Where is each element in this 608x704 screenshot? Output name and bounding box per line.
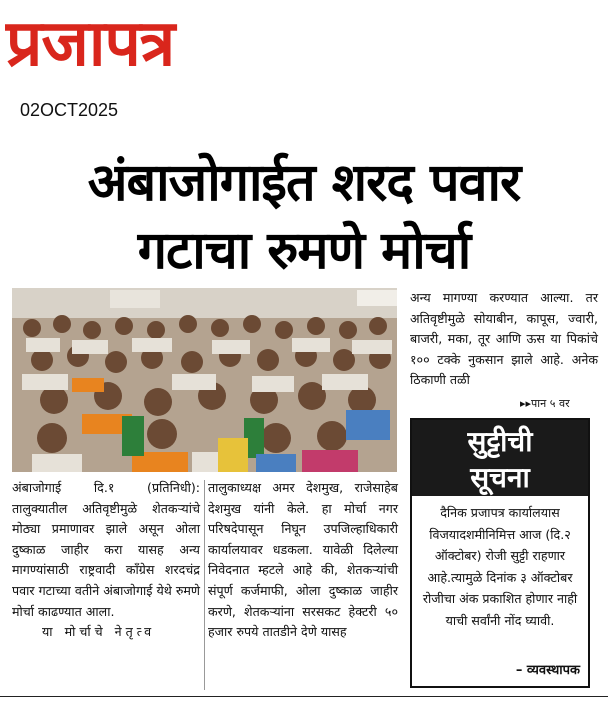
article-column-1 <box>12 478 200 643</box>
notice-title-line-2: सूचना <box>470 461 530 494</box>
notice-body: दैनिक प्रजापत्र कार्यालयास विजयादशमीनिमित्त आज (दि.२ ऑक्टोबर) रोजी सुट्टी राहणार आहे.त्यामुळे दिनांक ३ ऑक्टोबर रोजीचा अंक प्रकाशित होणार नाही याची सर्वांनी नोंद घ्यावी. <box>422 505 578 628</box>
side-column-text: अन्य मागण्या करण्यात आल्या. तर अतिवृष्टीमुळे सोयाबीन, कापूस, ज्वारी, बाजरी, मका, तूर आणि ऊस या पिकांचे १०० टक्के नुकसान झाले आहे. अनेक ठिकाणी तळी <box>410 290 598 388</box>
article-column-2 <box>208 478 398 643</box>
crowd-illustration <box>12 288 397 472</box>
edition-date: 02OCT2025 <box>20 100 119 120</box>
protest-photo <box>12 288 397 472</box>
article-col2-paragraph: तालुकाध्यक्ष अमर देशमुख, राजेसाहेब देशमुख यांनी केले. हा मोर्चा नगर परिषदेपासून निघून उपजिल्हाधिकारी कार्यालयावर धडकला. यावेळी दिलेल्या निवेदनात म्हटले आहे की, शेतकऱ्यांची संपूर्ण कर्जमाफी, ओला दुष्काळ जाहीर करणे, शेतकऱ्यांना सरसकट हेक्टरी ५० हजार रुपये तातडीने देणे यासह <box>208 480 398 640</box>
holiday-notice-box <box>410 418 590 688</box>
column-divider <box>204 480 205 690</box>
article-col1-last-line: या मोर्चाचे नेतृत्व <box>42 624 156 640</box>
notice-title <box>412 420 588 496</box>
article-col1-paragraph: अंबाजोगाई दि.१ (प्रतिनिधी): तालुक्यातील अतिवृष्टीमुळे शेतकऱ्यांचे मोठ्या प्रमाणावर झाले असून ओला दुष्काळ जाहीर करा यासह अन्य मागण्यांसाठी राष्ट्रवादी काँग्रेस शरदचंद्र पवार गटाच्या वतीने अंबाजोगाई येथे रुमणे मोर्चा काढण्यात आला. <box>12 480 201 619</box>
newspaper-masthead: प्रजापत्र <box>6 7 175 81</box>
notice-signature: – व्यवस्थापक <box>515 663 580 678</box>
notice-title-line-1: सुट्टीची <box>467 425 533 458</box>
headline-line-2: गटाचा रुमणे मोर्चा <box>137 221 471 281</box>
page-bottom-rule <box>0 696 608 697</box>
headline-line-1: अंबाजोगाईत शरद पवार <box>87 153 521 213</box>
continued-on-page-link: ▸▸पान ५ वर <box>520 397 570 410</box>
article-side-column <box>410 288 598 391</box>
